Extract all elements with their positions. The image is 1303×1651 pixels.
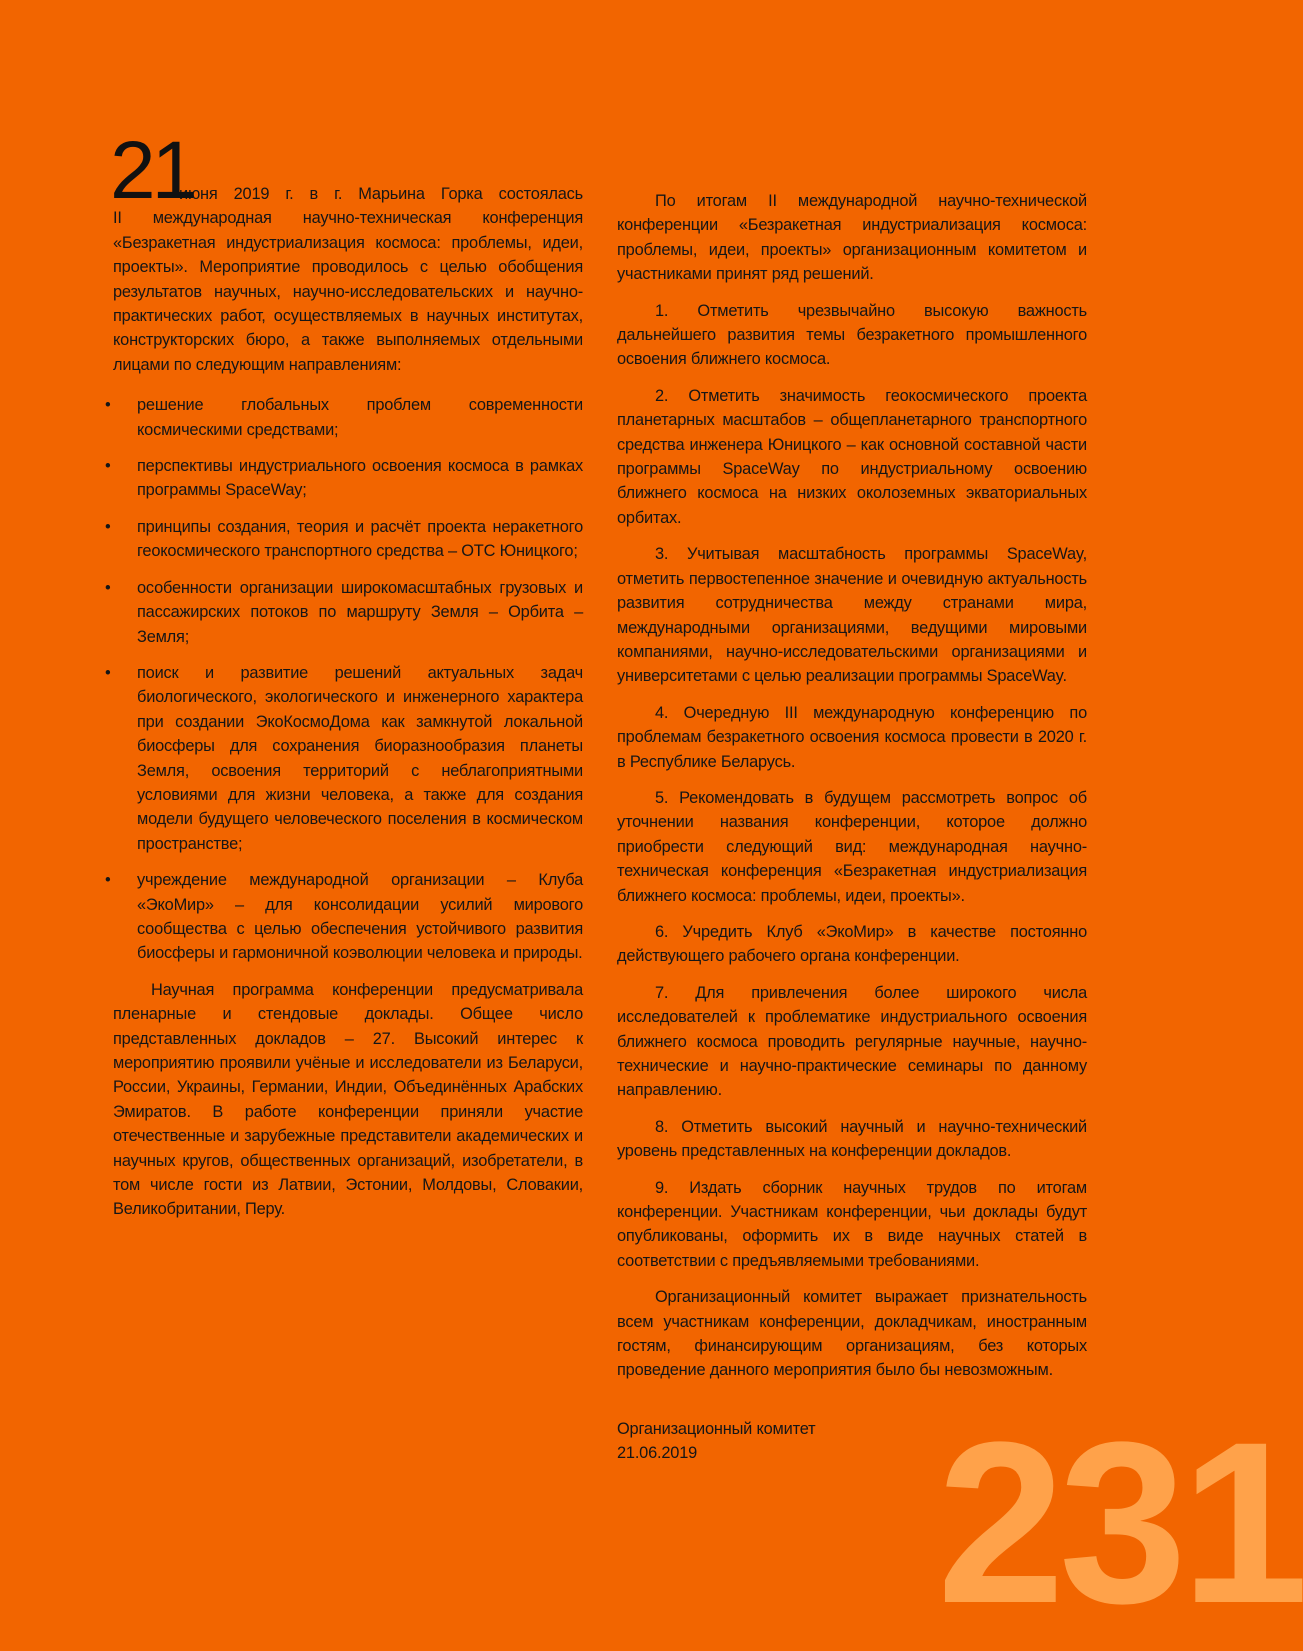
lead-paragraph — [110, 125, 583, 377]
bullet-icon: • — [105, 578, 111, 597]
list-item — [105, 515, 583, 564]
lead-first-line: июня 2019 г. в г. Марьина Горка состоялась — [179, 185, 583, 203]
decision-item: 2. Отметить значимость геокосмического проекта планетарных масштабов – общепланетарного транспортного средства инженера Юницкого – как основной составной части программы SpaceWay по индустриальному освоению ближнего космоса на низких околоземных экваториальных орбитах. — [617, 386, 1087, 527]
decision-item: 8. Отметить высокий научный и научно-технический уровень представленных на конференции докладов. — [617, 1117, 1087, 1161]
drop-cap-date: 21 — [110, 125, 194, 216]
bullet-icon: • — [105, 663, 111, 682]
list-item-text: поиск и развитие решений актуальных задач биологического, экологического и инженерного характера при создании ЭкоКосмоДома как замкнутой локальной биосферы для сохранения биоразнообразия планеты Земля, освоения территорий с неблагоприятными условиями для жизни человека, а также для создания модели будущего человеческого поселения в космическом пространстве; — [137, 663, 583, 853]
list-item — [105, 454, 583, 503]
page-number: 231 — [937, 1394, 1303, 1651]
bullet-icon: • — [105, 871, 111, 890]
decision-item: 1. Отметить чрезвычайно высокую важность дальнейшего развития темы безракетного промышленного освоения ближнего космоса. — [617, 301, 1087, 369]
decisions-intro: По итогам II международной научно-технической конференции «Безракетная индустриализация космоса: проблемы, идеи, проекты» организационным комитетом и участниками принят ряд решений. — [617, 192, 1087, 284]
list-item-text: особенности организации широкомасштабных грузовых и пассажирских потоков по маршруту Земля – Орбита – Земля; — [137, 578, 583, 646]
list-item — [105, 868, 583, 966]
signature: Организационный комитет — [617, 1419, 816, 1438]
bullet-icon: • — [105, 457, 111, 476]
list-item — [105, 576, 583, 649]
list-item-text: решение глобальных проблем современности космическими средствами; — [137, 396, 583, 439]
bullet-icon: • — [105, 396, 111, 415]
decision-item: 7. Для привлечения более широкого числа исследователей к проблематике индустриального освоения ближнего космоса проводить регулярные научные, научно-технические и научно-практические семинары по данному направлению. — [617, 983, 1087, 1100]
decision-item: 4. Очередную III международную конференцию по проблемам безракетного освоения космоса провести в 2020 г. в Республике Беларусь. — [617, 703, 1087, 771]
lead-rest: II международная научно-техническая конференция «Безракетная индустриализация космоса: проблемы, идеи, проекты». Мероприятие проводилось с целью обобщения результатов научных, научно-исследовательских и научно-практических работ, осуществляемых в научных институтах, конструкторских бюро, а также выполняемых отдельными лицами по следующим направлениям: — [113, 209, 583, 374]
decision-item: 5. Рекомендовать в будущем рассмотреть вопрос об уточнении названия конференции, которое должно приобрести следующий вид: международная научно-техническая конференция «Безракетная индустриализация ближнего космоса: проблемы, идеи, проекты». — [617, 788, 1087, 905]
list-item-text: принципы создания, теория и расчёт проекта неракетного геокосмического транспортного средства – ОТС Юницкого; — [137, 517, 583, 561]
decision-item: 3. Учитывая масштабность программы SpaceWay, отметить первостепенное значение и очевидную актуальность развития сотрудничества между странами мира, международными организациями, ведущими мировыми компаниями, научно-исследовательскими организациями и университетами с целью реализации программы SpaceWay. — [617, 545, 1087, 686]
decision-item: 6. Учредить Клуб «ЭкоМир» в качестве постоянно действующего рабочего органа конференции. — [617, 922, 1087, 966]
signature-date: 21.06.2019 — [617, 1444, 698, 1463]
list-item — [105, 393, 583, 442]
closing-paragraph: Организационный комитет выражает признательность всем участникам конференции, докладчикам, иностранным гостям, финансирующим организациям, без которых проведение данного мероприятия было бы невозможным. — [617, 1288, 1087, 1380]
left-column — [105, 125, 583, 1222]
bullet-icon: • — [105, 517, 111, 536]
list-item — [105, 661, 583, 856]
program-paragraph: Научная программа конференции предусматривала пленарные и стендовые доклады. Общее число представленных докладов – 27. Высокий интерес к мероприятию проявили учёные и исследователи из Беларуси, России, Украины, Германии, Индии, Объединённых Арабских Эмиратов. В работе конференции приняли участие отечественные и зарубежные представители академических и научных кругов, общественных организаций, изобретатели, в том числе гости из Латвии, Эстонии, Молдовы, Словакии, Великобритании, Перу. — [113, 980, 583, 1219]
list-item-text: учреждение международной организации – Клуба «ЭкоМир» – для консолидации усилий мирового сообщества с целью обеспечения устойчивого развития биосферы и гармоничной коэволюции человека и природы. — [137, 871, 583, 963]
list-item-text: перспективы индустриального освоения космоса в рамках программы SpaceWay; — [137, 457, 583, 500]
topics-list — [105, 393, 583, 966]
right-column — [617, 189, 1087, 1466]
decision-item: 9. Издать сборник научных трудов по итогам конференции. Участникам конференции, чьи доклады будут опубликованы, оформить их в виде научных статей в соответствии с предъявляемыми требованиями. — [617, 1178, 1087, 1270]
decisions-list — [617, 299, 1087, 1274]
